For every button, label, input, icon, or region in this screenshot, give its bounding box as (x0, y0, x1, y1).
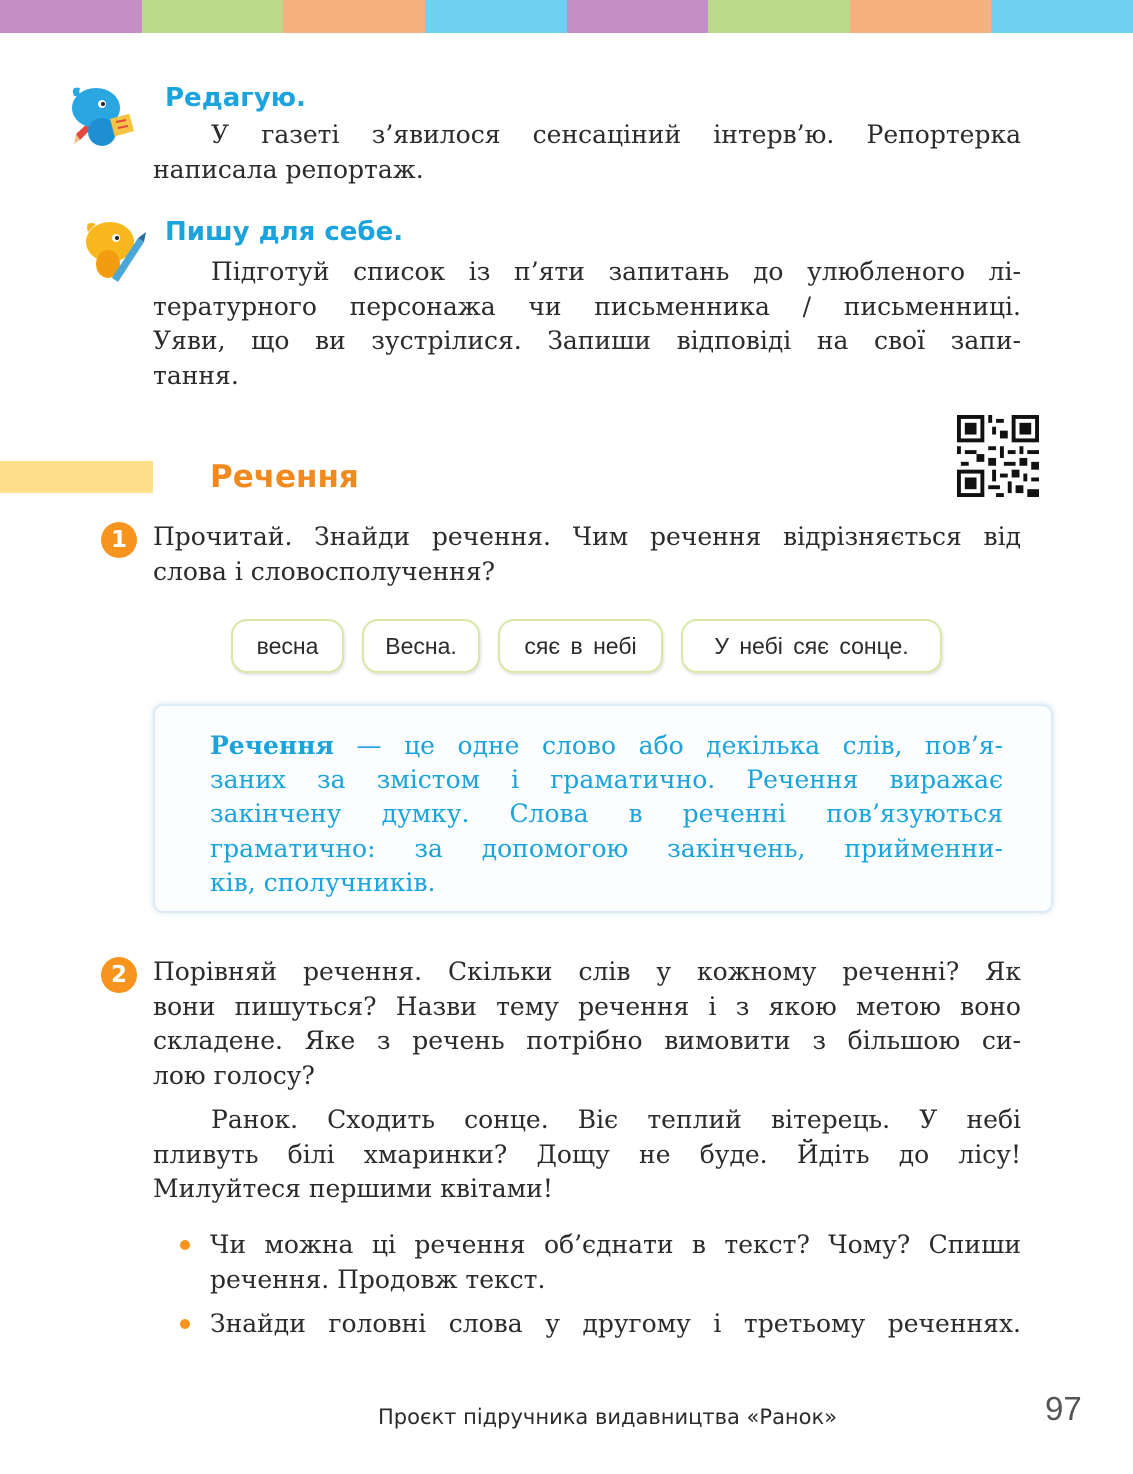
task-number-badge: 1 (101, 522, 137, 558)
write-line: Уяви, що ви зустрілися. Запиши відповіді на свої запи- (153, 326, 1021, 355)
color-segment (142, 0, 284, 33)
task2-line: Порівняй речення. Скільки слів у кожному реченні? Як (153, 957, 1021, 986)
passage-line: пливуть білі хмаринки? Дощу не буде. Йдіть до лісу! (153, 1139, 1021, 1169)
task-number-badge: 2 (101, 957, 137, 993)
write-line: Підготуй список із п’яти запитань до улюбленого лі- (211, 257, 1021, 286)
color-segment (0, 0, 142, 33)
edit-title: Редагую. (165, 83, 306, 113)
rule-term: Речення (210, 731, 334, 760)
color-segment (283, 0, 425, 33)
page-number: 97 (1045, 1390, 1082, 1427)
bullet2-line: Знайди головні слова у другому і третьому реченнях. (210, 1309, 1021, 1338)
word-chip: У небі сяє сонце. (681, 619, 942, 673)
bullet-dot (180, 1240, 190, 1250)
color-segment (991, 0, 1133, 33)
color-segment (850, 0, 992, 33)
write-text (153, 255, 1021, 393)
rule-line (210, 729, 1003, 763)
edit-line: У газеті з’явилося сенсаціний інтерв’ю. Репортерка (211, 120, 1021, 149)
section-band (0, 461, 153, 493)
footer-text: Проєкт підручника видавництва «Ранок» (378, 1405, 838, 1429)
bullet1-line: речення. Продовж текст. (210, 1264, 546, 1294)
rule-line: заних за змістом і граматично. Речення виражає (210, 765, 1003, 795)
word-chip: весна (231, 619, 344, 673)
top-color-bar (0, 0, 1133, 33)
rule-line-rest: — це одне слово або декілька слів, пов’я- (333, 731, 1003, 760)
passage-line: Ранок. Сходить сонце. Віє теплий вітерець. У небі (211, 1105, 1021, 1134)
passage-line: Милуйтеся першими квітами! (153, 1174, 553, 1203)
bullet1-text (210, 1228, 1021, 1297)
section-title: Речення (210, 459, 359, 495)
color-segment (708, 0, 850, 33)
write-line: тання. (153, 360, 239, 390)
rule-line: закінчену думку. Слова в реченні пов’язуються (210, 799, 1003, 829)
task1-line: слова і словосполучення? (153, 556, 495, 586)
bullet-dot (180, 1319, 190, 1329)
color-segment (567, 0, 709, 33)
edit-line: написала репортаж. (153, 154, 424, 184)
word-chip: Весна. (362, 619, 480, 673)
task2-line: складене. Яке з речень потрібно вимовити з більшою си- (153, 1026, 1021, 1055)
qr-code-icon[interactable] (957, 415, 1039, 497)
rule-line: граматично: за допомогою закінчень, прийменни- (210, 833, 1003, 863)
task1-line: Прочитай. Знайди речення. Чим речення відрізняється від (153, 522, 1021, 551)
color-segment (425, 0, 567, 33)
write-title: Пишу для себе. (165, 217, 404, 247)
rule-text (210, 729, 1003, 900)
task2-line: лою голосу? (153, 1060, 315, 1090)
word-chip: сяє в небі (498, 619, 663, 673)
write-line: тературного персонажа чи письменника / письменниці. (153, 291, 1021, 321)
rule-line: ків, сполучників. (210, 867, 436, 897)
editor-mascot-icon (66, 82, 142, 158)
task2-line: вони пишуться? Назви тему речення і з якою метою воно (153, 991, 1021, 1021)
bullet1-line: Чи можна ці речення об’єднати в текст? Чому? Спиши (210, 1230, 1021, 1259)
task1-text (153, 520, 1021, 589)
edit-text (153, 118, 1021, 187)
task2-passage (153, 1103, 1021, 1207)
task2-text (153, 955, 1021, 1093)
writer-mascot-icon (82, 218, 150, 284)
bullet2-text (210, 1307, 1021, 1342)
